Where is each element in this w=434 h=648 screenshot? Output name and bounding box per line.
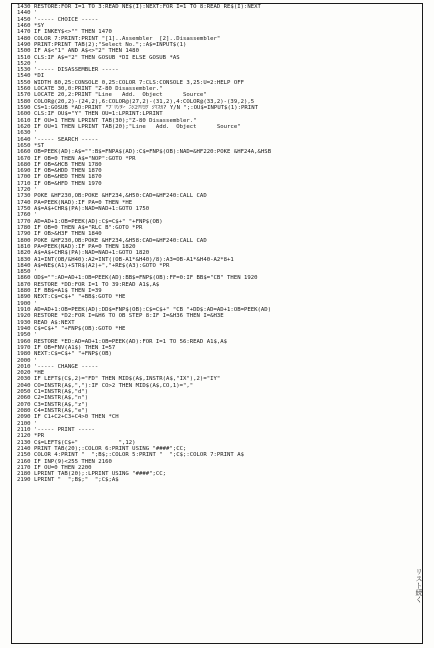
code-line: 1800 POKE &HF230,OB:POKE &HF234,&H58:CAD=&HF240:CALL CAD	[17, 237, 207, 244]
code-line: 1960 RESTORE *ED:AD=AD+1:OB=PEEK(AD):FOR I=1 TO 56:READ A1$,A$	[17, 338, 228, 345]
code-line: 1710 IF OB=&HFD THEN 1970	[17, 180, 102, 187]
code-line: 1650 *ST	[17, 142, 45, 149]
code-line: 1630 '	[17, 130, 38, 137]
code-line: 1580 COLOR@(20,2)-(24,2),6:COLOR@(27,2)-(31,2),4:COLOR@(33,2)-(39,2),5	[17, 98, 255, 105]
code-line: 2090 IF C1+C2+C3+C4>0 THEN *CH	[17, 414, 119, 421]
code-line: 2190 LPRINT " ";B$;" ";C$;A$	[17, 477, 119, 484]
code-line: 2100 '	[17, 420, 38, 427]
code-line: 1890 NEXT:C$=C$+" "+BB$:GOTO *HE	[17, 294, 126, 301]
code-line: 1430 RESTORE:FOR I=1 TO 3:READ NE$(I):NEXT:FOR I=1 TO 8:READ RE$(I):NEXT	[17, 4, 261, 10]
code-line: 1840 A$=NE$(A1)+STR$(A2)+","+RE$(A3):GOTO *PR	[17, 262, 170, 269]
code-line: 2040 CO=INSTR(A$,","):IF CO>2 THEN MID$(A$,CO,1)=","	[17, 382, 194, 389]
code-line: 1740 PA=PEEK(NAD):IF PA=0 THEN *HE	[17, 199, 133, 206]
code-line: 1950 '	[17, 332, 38, 339]
code-line: 2070 C3=INSTR(A$,"z")	[17, 401, 89, 408]
code-line: 2050 C1=INSTR(A$,"d")	[17, 389, 89, 396]
code-line: 1930 READ A$:NEXT	[17, 319, 75, 326]
code-line: 1860 OD$="":AD=AD+1:OB=PEEK(AD):BB$=FNP$(OB):FF=0:IF BB$="CB" THEN 1920	[17, 275, 258, 282]
code-line: 1970 IF OB=FNV(A1$) THEN I=57	[17, 344, 116, 351]
code-line: 1460 *SY	[17, 22, 45, 29]
code-line: 1770 AD=AD+1:OB=PEEK(AD):C$=C$+" "+FNP$(OB)	[17, 218, 163, 225]
code-line: 1590 CS=1:GOSUB *AD:PRINT "ﾌﾟﾘﾝﾀｰ ﾆｼﾕﾂﾘﾖｸ ｼﾏｽｶ? Y/N ";:OU$=INPUT$(1):PRINT	[17, 105, 258, 111]
code-line: 1690 IF OB=&HDD THEN 1870	[17, 168, 102, 175]
code-line: 1560 LOCATE 30,0:PRINT "Z-80 Disassembler."	[17, 86, 163, 93]
code-line: 2110 '----- PRINT -----	[17, 426, 95, 433]
code-line: 1760 '	[17, 212, 38, 219]
code-line: 1540 *DI	[17, 73, 45, 80]
code-line: 1680 IF OB=&HCB THEN 1780	[17, 161, 102, 168]
code-line: 1490 PRINT:PRINT TAB(2);"Select No.";:A$=INPUT$(1)	[17, 41, 187, 48]
code-line: 1730 POKE &HF230,OB:POKE &HF234,&H50:CAD=&HF240:CALL CAD	[17, 193, 207, 200]
code-line: 1670 IF OB=0 THEN A$="NOP":GOTO *PR	[17, 155, 136, 162]
code-line: 1790 IF OB>&H3F THEN 1840	[17, 231, 102, 238]
code-line: 2180 LPRINT TAB(20);:LPRINT USING "####";CC;	[17, 471, 167, 478]
code-line: 1610 IF OU=1 THEN LPRINT TAB(30);"Z-80 Disassembler."	[17, 117, 197, 124]
code-line: 2060 C2=INSTR(A$,"n")	[17, 395, 89, 402]
code-line: 2130 C$=LEFT$(C$+" ",12)	[17, 439, 136, 446]
code-line: 1810 PA=PEEK(NAD):IF PA=0 THEN 1820	[17, 243, 136, 250]
code-line: 1850 '	[17, 269, 38, 276]
code-line: 2010 '----- CHANGE -----	[17, 363, 99, 370]
code-line: 1820 A$=A$+CHR$(PA):NAD=NAD+1:GOTO 1820	[17, 250, 150, 257]
code-line: 1700 IF OB=&HED THEN 1870	[17, 174, 102, 181]
code-line: 2140 PRINT TAB(20);:COLOR 6:PRINT USING "####";CC;	[17, 445, 187, 452]
code-line: 1550 WIDTH 80,25:CONSOLE 0,25:COLOR 7:CLS:CONSOLE 3,25:U=2:HELP OFF	[17, 79, 244, 86]
code-line: 1780 IF OB=0 THEN A$="RLC B":GOTO *PR	[17, 224, 143, 231]
code-line: 1620 IF OU=1 THEN LPRINT TAB(20);"Line Add. Object Source"	[17, 123, 241, 130]
code-line: 1570 LOCATE 20,2:PRINT "Line Add. Object Source"	[17, 92, 207, 99]
code-line: 1450 '----- CHOICE -----	[17, 16, 99, 23]
code-line: 1750 A$=A$+CHR$(PA):NAD=NAD+1:GOTO 1750	[17, 206, 150, 212]
code-line: 1920 RESTORE *D2:FOR I=&H6 TO OB STEP 8:IF I=&H36 THEN I=&H3E	[17, 313, 224, 320]
continued-note: リスト続く	[415, 568, 423, 603]
code-line: 1980 NEXT:C$=C$+" "+FNP$(OB)	[17, 351, 112, 358]
code-line: 2170 IF OU=0 THEN 2200	[17, 464, 92, 471]
code-line: 1640 '----- SEARCH -----	[17, 136, 99, 143]
code-line: 1940 C$=C$+" "+FNP$(OB):GOTO *HE	[17, 325, 126, 332]
code-line: 1720 '	[17, 187, 38, 194]
code-line: 1910 AD=AD+1:OB=PEEK(AD):DD$=FNP$(OB):C$=C$+" "CB "+DD$:AD=AD+1:OB=PEEK(AD)	[17, 307, 272, 313]
code-line: 1530 '----- DISASSEMBLER -----	[17, 67, 119, 74]
code-line: 2120 *PR	[17, 433, 45, 440]
code-line: 2020 *HE	[17, 370, 45, 377]
code-line: 1510 CLS:IF A$="2" THEN GOSUB *DI ELSE GOSUB *AS	[17, 54, 180, 61]
code-line: 2000 '	[17, 357, 38, 364]
code-line: 1880 IF BB$=A1$ THEN I=39	[17, 288, 102, 295]
code-line: 2080 C4=INSTR(A$,"e")	[17, 408, 89, 414]
code-line: 1520 '	[17, 60, 38, 67]
code-line: 2150 COLOR 4:PRINT " ";B$;:COLOR 5:PRINT " ";C$;:COLOR 7:PRINT A$	[17, 452, 244, 459]
code-line: 2030 IF LEFT$(C$,2)="FD" THEN MID$(A$,INSTR(A$,"IX"),2)="IY"	[17, 376, 221, 383]
code-line: 1500 IF A$<"1" AND A$<>"2" THEN 1480	[17, 48, 139, 55]
code-line: 1900 '	[17, 300, 38, 307]
code-line: 2160 IF INP(9)<255 THEN 2160	[17, 458, 112, 465]
code-line: 1830 A1=INT(OB/&H40):A2=INT((OB-A1*&H40)/8):A3=OB-A1*&H40-A2*8+1	[17, 256, 234, 263]
code-line: 1870 RESTORE *DD:FOR I=1 TO 39:READ A1$,A$	[17, 281, 160, 288]
basic-program-listing	[17, 4, 407, 484]
code-line: 1440 '	[17, 10, 38, 17]
code-line: 1480 COLOR 7:PRINT:PRINT "[1]..Assembler [2]..Disassembler"	[17, 35, 221, 42]
code-line: 1470 IF INKEY$<>"" THEN 1470	[17, 29, 112, 36]
code-line: 1600 CLS:IF OU$="Y" THEN OU=1:LPRINT:LPRINT	[17, 111, 163, 118]
code-line: 1660 OB=PEEK(AD):A$="":B$=FNPA$(AD):C$=FNP$(OB):NAD=&HF220:POKE &HF24A,&HSB	[17, 149, 272, 156]
